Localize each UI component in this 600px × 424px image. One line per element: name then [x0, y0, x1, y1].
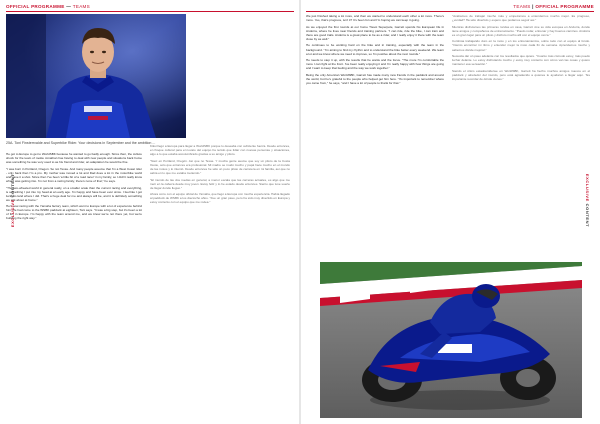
paragraph: Ahora corre con el equipo oficial de Yamaha, que llegó a Europa con mucha experiencia. Había llegado al paddock de WSBK a los dieciocho años. "Fue un gran paso, pero ha sido muy divertido en Europa y estoy contento con el equipo que me rodea." — [150, 192, 290, 205]
left-column-english — [6, 152, 142, 418]
paragraph: "Acabamos de trabajar mucho más y empezamos a entendernos mucho mejor. Es progreso, ¿verdad? Ha sido divertido y espero que podamos seguir así." — [452, 14, 590, 23]
paragraph: As we enjoyed the first rounds at our home Tissot Superpole, Garrett spends his European life in Andorra, where he lives near friends and training partners. "I can ride, ride the bike, I can train and there are good trails. Andorra is a great place to be as a rider, and I really enjoy it there with the team close by as well." — [306, 24, 444, 41]
right-tab-accent: EXCLUSIVE — [584, 173, 590, 202]
left-column-spanish — [150, 144, 290, 418]
left-tab-accent: EXCLUSIVE — [10, 199, 16, 228]
paragraph: We just finished taking a lot more, and then we started to understand each other a lot more. There's more. Yes, that's progress, isn't it? It's been fun and I'm hoping we can keep it going. — [306, 14, 444, 23]
rider-portrait-photo — [6, 14, 186, 138]
right-subsection-title: TEAMS — [513, 4, 531, 9]
left-tab-main: CONTENT — [10, 173, 16, 198]
portrait-caption: 25A. Toni Finsterrvalde and Superbike Rider. Your decisions in September and the ambition ... — [6, 141, 156, 145]
right-tab-main: CONTENT — [584, 203, 590, 228]
paragraph: He got to Europe to get to WorldSBK because he wanted to go badly enough. Since then, the culture shock for the team of rookie Jonathan has having to deal with new people and situations back home was something he was very used to as his friend and rider, an adaptation he would be fine. — [6, 152, 142, 165]
paragraph: "The two-wheeled world in general really, on a smaller scale than the current racing and everything, is something I put into my head at an early age. I'm happy and have been ever since. I feel like I got lucky to land where I did. That's a huge deal for me and always will be, and it is definitely something we talk about at home." — [6, 185, 142, 202]
paragraph: Kikui llegó a Europa para llegar a WorldSBK porque lo deseaba con suficiente fuerza. Desde entonces, el choque cultural para el novato del equipo ha tenido que lidiar con nuevas personas y situaciones, algo a lo que estaba acostumbrado gracias a su amigo y piloto. — [150, 144, 290, 157]
left-header-rule — [6, 11, 294, 12]
page-gutter — [299, 0, 301, 424]
right-page-header: TEAMS | OFFICIAL PROGRAMME — [513, 4, 594, 9]
right-side-tab — [585, 174, 590, 227]
paragraph: Siendo el único estadounidense en WorldSBK, Garrett ha hecho muchos amigos nuevos en el paddock y alrededor del mundo, pero está agradecido a quienes le ayudaron a llegar aquí. "Es importante recordar de dónde vienes." — [452, 68, 590, 81]
paragraph: Continúa trabajando duro en la moto y en los entrenamientos, sobre todo con el equipo al fondo. "Intento encontrar mi ritmo y entender mejor la moto cada fin de semana. Aprendemos mucho y sabemos dónde mejorar." — [452, 39, 590, 52]
right-section-title: OFFICIAL PROGRAMME — [535, 4, 594, 9]
paragraph: Mientras disfrutamos las primeras rondas en casa, Garrett vive su vida europea en Andorra, donde tiene amigos y compañeros de entrenamiento. "Puedo rodar, entrenar y hay buenos caminos. Andorra es un gran lugar para un piloto y disfruto mucho allí con el equipo cerca." — [452, 24, 590, 37]
right-header-rule — [306, 11, 594, 12]
paragraph: He's now racing with the Yamaha factory team, which went to Europe with a lot of experience behind him. He had come to the WSBK paddock at eighteen, Toni says. "It was a big step, but it's been a lot of fun in Europe. I'm happy with the team around me, and we know we're not there yet, but we're building the right way." — [6, 204, 142, 221]
left-subsection-title: TEAMS — [72, 4, 91, 9]
right-column-spanish — [452, 14, 590, 254]
paragraph: "I was born in Portland, Oregon. So not Texas. And many people assume that I'm a West Coast rider - only back then I'm a pro. My mother was moved a lot and Dad does a lot in the motorbike world and gave it a shot. Since then I've been 'a little bit of a road racer' in my family, so I didn't really know what I was getting into. I'm not from a racing family, there's none of that," he says. — [6, 166, 142, 183]
left-section-title: OFFICIAL PROGRAMME — [6, 4, 65, 9]
paragraph: Necesita dar un paso adelante con los resultados que quiere. "Cuanto más cómodo estoy, más puedo luchar delante. Lo estoy disfrutando mucho y estoy muy contento con cómo van las cosas y quiero mantener esa sensación." — [452, 54, 590, 67]
left-page-header: OFFICIAL PROGRAMME — TEAMS — [6, 4, 91, 9]
paragraph: "Nací en Portland, Oregón. Así que no Texas. Y mucha gente asume que soy un piloto de la Costa Oeste, solo que entonces era profesional. Mi madre se mudó mucho y papá hace mucho en el mundo de las motos y lo intentó. Desde entonces he sido un poco piloto de carretera en mi familia, así que no sabía en lo que me estaba metiendo." — [150, 158, 290, 175]
paragraph: He needs to step it up, with the results that he wants and the focus. "The more I'm comfortable the more I can fight at the front. I've been really enjoying it and I'm really happy with how things are going and I want to keep that feeling and the way we work together." — [306, 58, 444, 71]
paragraph: "El mundo de las dos ruedas en general, a menor escala que las carreras actuales, es algo que me metí en la cabeza desde muy joven. Estoy feliz y lo he estado desde entonces. Siento que tuve suerte de llegar donde llegué." — [150, 177, 290, 190]
paragraph: Being the only American WorldSBK, Garrett has made many new friends in the paddock and around the world, but he's grateful to the people who helped get him here. "It's important to remember where you came from," he says, "and I have a lot of people to thank for that." — [306, 72, 444, 86]
right-column-english — [306, 14, 444, 254]
bike-on-track-photo — [320, 262, 582, 418]
left-side-tab — [10, 174, 15, 227]
paragraph: He continues to be working hard on the bike and in training, especially with the team in the background. "I'm aiming to find my rhythm and to understand the bike better every weekend. We learn a lot and we know where we need to improve, so I'm positive about the next rounds." — [306, 43, 444, 56]
